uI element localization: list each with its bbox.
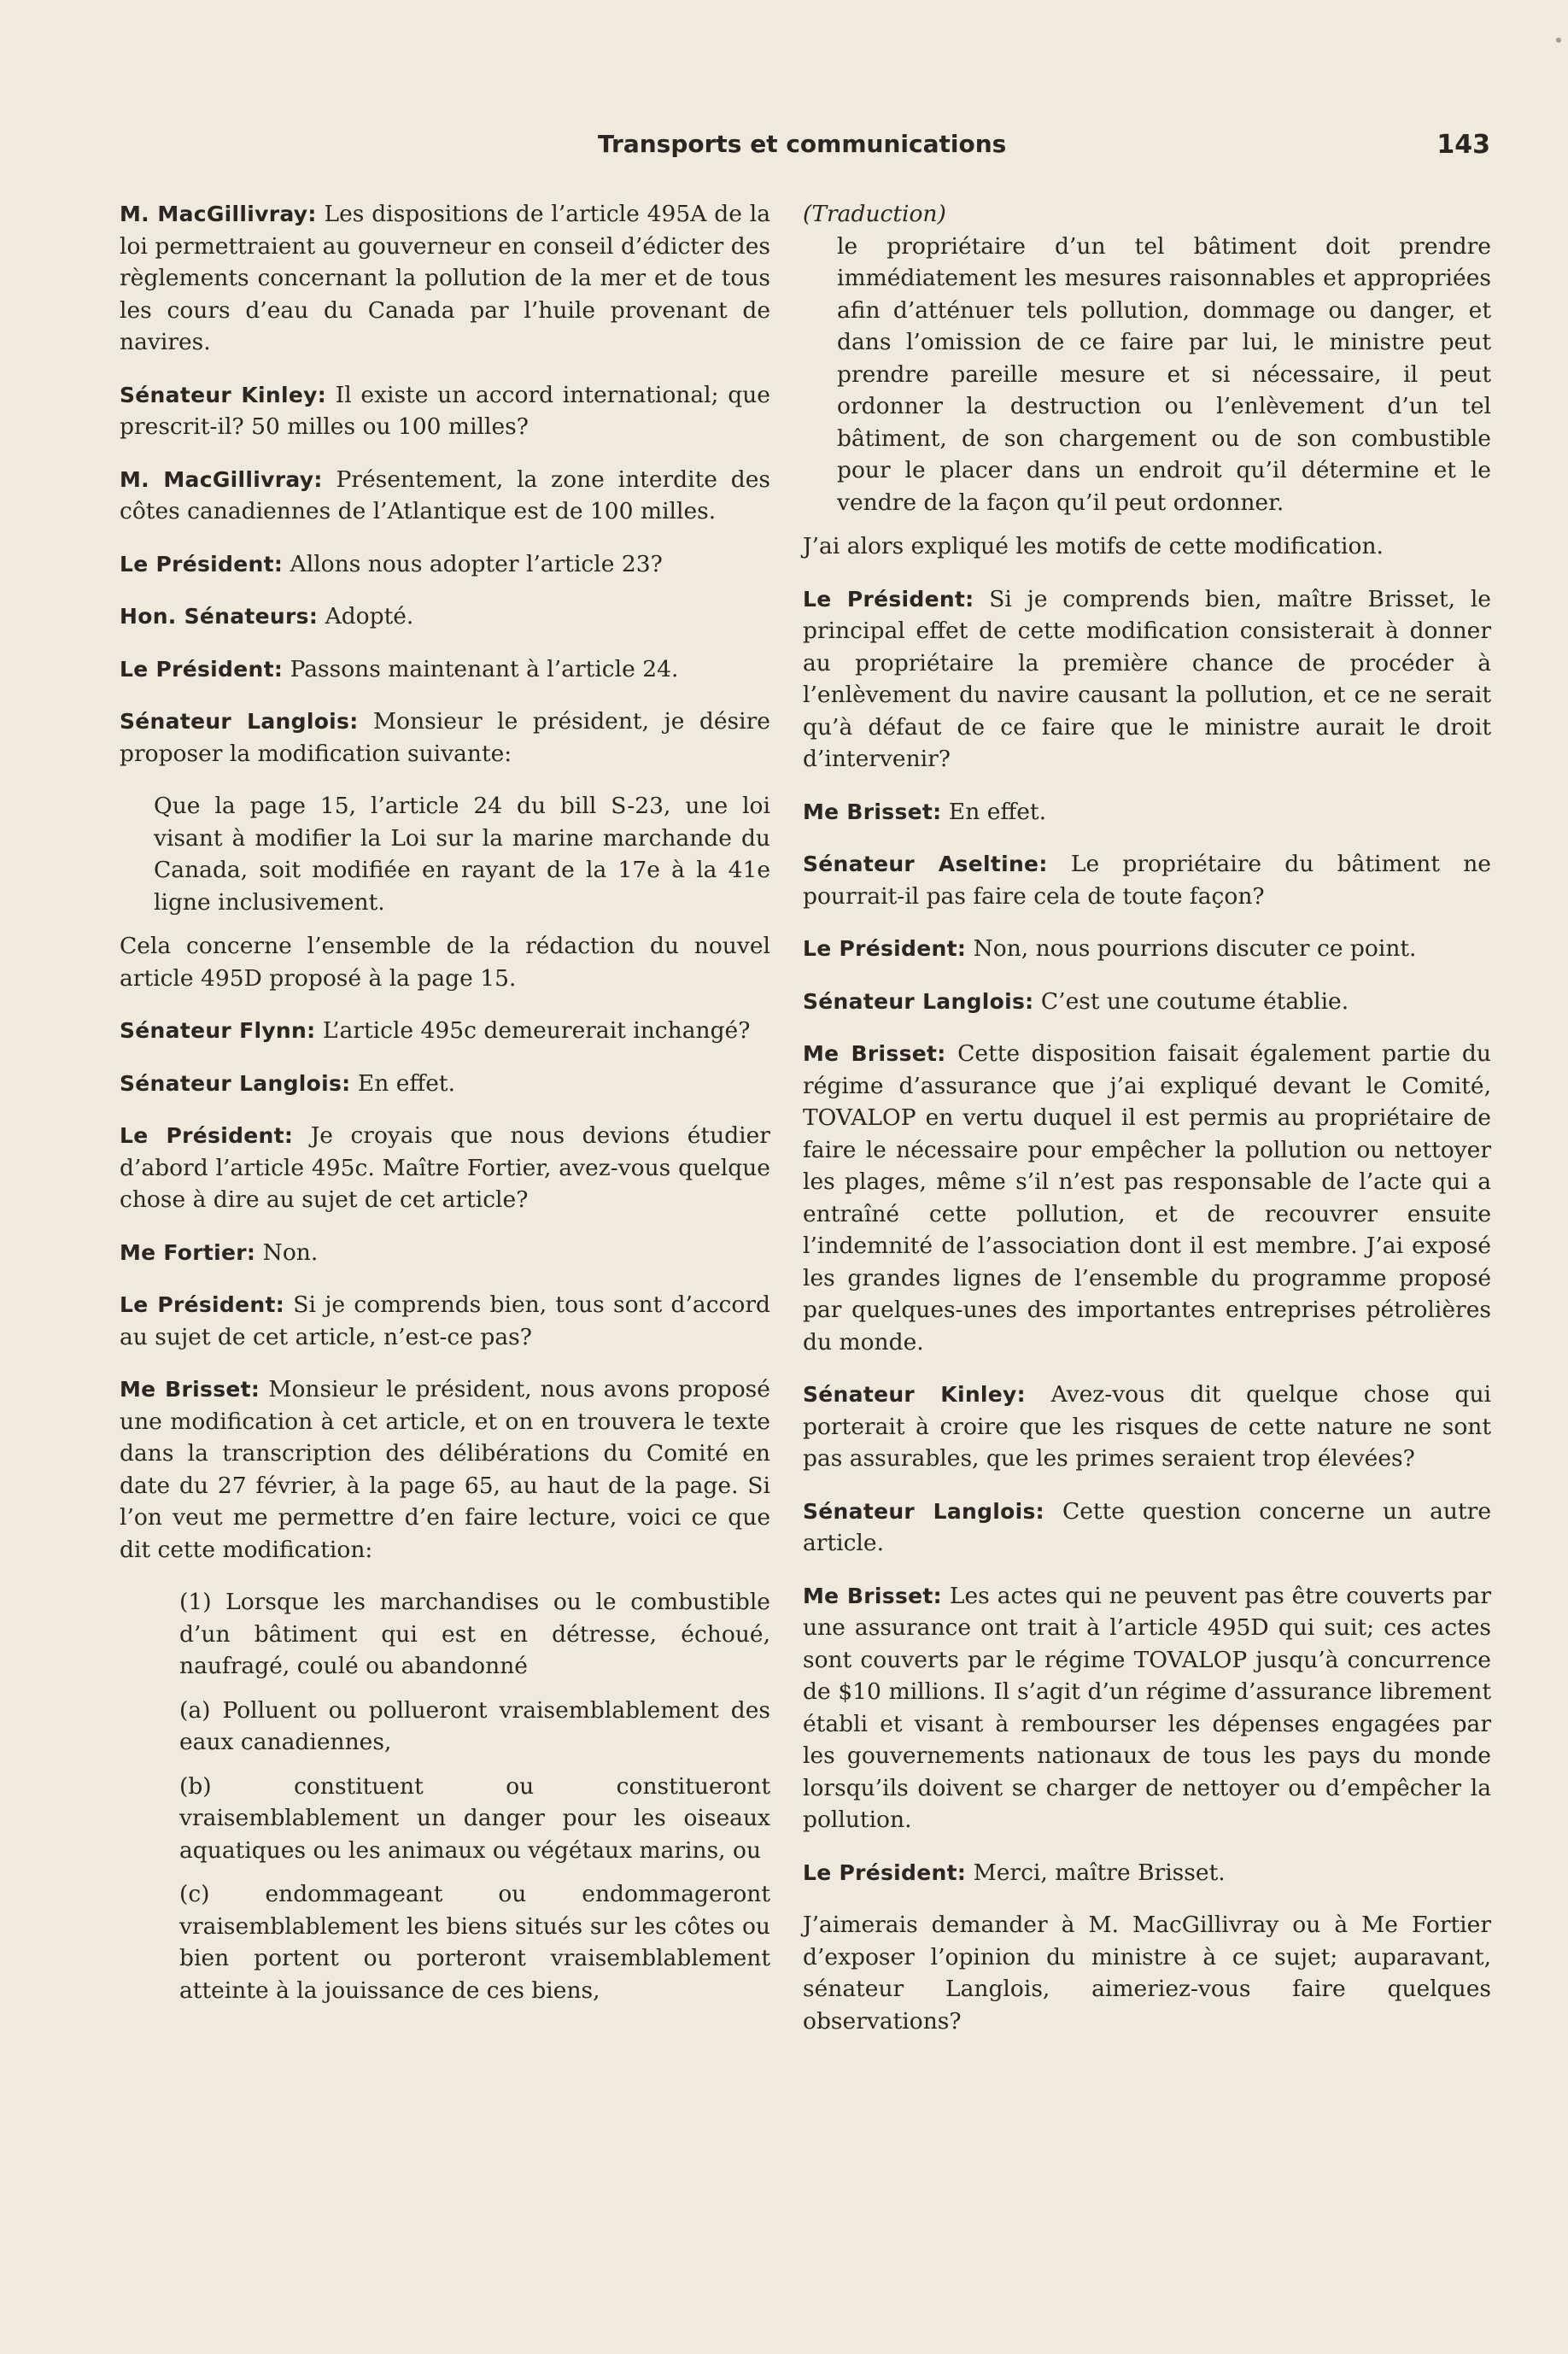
paper-speck [1556, 38, 1561, 43]
speaker-name: Hon. Sénateurs: [120, 604, 319, 629]
speaker-name: Me Brisset: [803, 1041, 946, 1066]
speech-text: Allons nous adopter l’article 23? [290, 550, 663, 577]
speech-text: Avez-vous dit quelque chose qui porterait à croire que les risques de cette nature ne sont pas assurables, que les primes seraient trop élevées? [803, 1381, 1491, 1472]
speech-paragraph [120, 1120, 770, 1216]
speech-text: Si je comprends bien, maître Brisset, le principal effet de cette modification consisterait à donner au propriétaire la première chance de procéder à l’enlèvement du navire causant la pollution, et ce ne serait qu’à défaut de ce faire que le ministre aurait le droit d’intervenir? [803, 585, 1491, 772]
speech-paragraph [120, 464, 770, 528]
speech-text: Monsieur le président, je désire proposer la modification suivante: [120, 708, 770, 767]
speaker-name: Sénateur Aseltine: [803, 852, 1048, 876]
speaker-name: Le Président: [120, 656, 284, 682]
amendment-item: (1) Lorsque les marchandises ou le combustible d’un bâtiment qui est en détresse, échoué, naufragé, coulé ou abandonné [179, 1589, 770, 1679]
speech-paragraph [120, 600, 770, 633]
speech-paragraph [803, 1857, 1491, 1889]
quoted-amendment: Que la page 15, l’article 24 du bill S-23, une loi visant à modifier la Loi sur la marine marchande du Canada, soit modifiée en rayant de la 17e à la 41e ligne inclusivement. [154, 793, 770, 916]
speech-text: C’est une coutume établie. [1040, 987, 1349, 1015]
speaker-name: Me Fortier: [120, 1239, 256, 1265]
plain-paragraph: J’ai alors expliqué les motifs de cette modification. [803, 533, 1384, 559]
speaker-name: Le Président: [120, 1292, 285, 1317]
running-title: Transports et communications [598, 130, 1007, 158]
speaker-name: Le Président: [803, 936, 967, 961]
speech-paragraph [120, 1237, 770, 1269]
speech-paragraph [120, 653, 770, 686]
speaker-name: Le Président: [120, 551, 284, 577]
speech-paragraph [120, 1068, 770, 1100]
speech-paragraph [803, 933, 1491, 965]
left-column [120, 198, 770, 2018]
speaker-name: Me Brisset: [803, 1583, 942, 1608]
quoted-amendment: le propriétaire d’un tel bâtiment doit prendre immédiatement les mesures raisonnables et appropriées afin d’atténuer tels pollution, dommage ou danger, et dans l’omission de ce faire par lui, le ministre peut prendre pareille mesure et si nécessaire, il peut ordonner la destruction ou l’enlèvement d’un tel bâtiment, de son chargement ou de son combustible pour le placer dans un endroit qu’il détermine et le vendre de la façon qu’il peut ordonner. [837, 232, 1491, 516]
speech-text: Présentement, la zone interdite des côtes canadiennes de l’Atlantique est de 100 milles. [120, 466, 770, 524]
speaker-name: Sénateur Kinley: [120, 382, 327, 407]
amendment-item: (a) Polluent ou pollueront vraisemblablement des eaux canadiennes, [179, 1696, 770, 1755]
plain-paragraph: J’aimerais demander à M. MacGillivray ou à Me Fortier d’exposer l’opinion du ministre à ce sujet; auparavant, sénateur Langlois, aimeriez-vous faire quelques observations? [803, 1912, 1491, 2035]
speech-paragraph [120, 548, 770, 581]
speaker-name: Me Brisset: [120, 1377, 260, 1402]
speech-text: Si je comprends bien, tous sont d’accord au sujet de cet article, n’est-ce pas? [120, 1291, 770, 1350]
page-header [120, 130, 1490, 173]
speech-paragraph [120, 379, 770, 443]
speech-paragraph [120, 1289, 770, 1353]
amendment-item: (b) constituent ou constitueront vraisemblablement un danger pour les oiseaux aquatiques ou les animaux ou végétaux marins, ou [179, 1772, 770, 1864]
speech-text: Monsieur le président, nous avons proposé une modification à cet article, et on en trouvera le texte dans la transcription des délibérations du Comité en date du 27 février, à la page 65, au haut de la page. Si l’on veut me permettre d’en faire lecture, voici ce que dit cette modification: [120, 1376, 770, 1563]
speech-paragraph [120, 1015, 770, 1047]
speech-paragraph [120, 198, 770, 359]
speech-text: Cette question concerne un autre article. [803, 1497, 1492, 1556]
speaker-name: Sénateur Flynn: [120, 1018, 316, 1043]
speech-paragraph [803, 796, 1491, 829]
speech-text: Non, nous pourrions discuter ce point. [973, 935, 1417, 962]
speech-text: Adopté. [325, 603, 414, 629]
right-column [803, 198, 1491, 2058]
speech-paragraph [803, 1038, 1491, 1358]
speech-text: Il existe un accord international; que prescrit-il? 50 milles ou 100 milles? [120, 381, 770, 440]
speech-text: Les dispositions de l’article 495A de la loi permettraient au gouverneur en conseil d’édicter des règlements concernant la pollution de la mer et de tous les cours d’eau du Canada par l’huile provenant de navires. [120, 201, 770, 355]
speech-text: Le propriétaire du bâtiment ne pourrait-il pas faire cela de toute façon? [803, 851, 1491, 910]
speaker-name: Le Président: [120, 1123, 294, 1148]
speech-paragraph [803, 1379, 1491, 1475]
speaker-name: Sénateur Langlois: [803, 988, 1034, 1014]
speech-text: L’article 495c demeurerait inchangé? [322, 1017, 751, 1044]
speaker-name: M. MacGillivray: [120, 466, 323, 492]
page-number: 143 [1436, 130, 1490, 160]
speech-paragraph [120, 706, 770, 770]
speech-text: En effet. [948, 798, 1047, 825]
speaker-name: Le Président: [803, 586, 974, 612]
speech-text: Les actes qui ne peuvent pas être couverts par une assurance ont trait à l’article 495D qui suit; ces actes sont couverts par le régime TOVALOP jusqu’à concurrence de $10 millions. Il s’agit d’un régime d’assurance librement établi et visant à rembourser les dépenses engagées par les gouvernements nationaux de tous les pays du monde lorsqu’ils doivent se charger de nettoyer ou d’empêcher la pollution. [803, 1582, 1491, 1833]
speech-paragraph [803, 986, 1491, 1018]
translation-note: (Traduction) [803, 201, 946, 227]
speech-text: Passons maintenant à l’article 24. [290, 655, 679, 682]
speech-text: Non. [262, 1238, 319, 1266]
amendment-item: (c) endommageant ou endommageront vraisemblablement les biens situés sur les côtes ou bien portent ou porteront vraisemblablement atteinte à la jouissance de ces biens, [179, 1881, 770, 2004]
speaker-name: M. MacGillivray: [120, 202, 317, 226]
speech-paragraph [120, 1373, 770, 1566]
speaker-name: Sénateur Kinley: [803, 1382, 1026, 1407]
speaker-name: Le Président: [803, 1859, 967, 1885]
speaker-name: Sénateur Langlois: [803, 1498, 1044, 1524]
speech-paragraph [803, 1580, 1491, 1836]
speaker-name: Sénateur Langlois: [120, 1070, 351, 1096]
speaker-name: Sénateur Langlois: [120, 709, 359, 734]
speech-text: Merci, maître Brisset. [973, 1859, 1226, 1886]
speech-paragraph [803, 583, 1491, 776]
plain-paragraph: Cela concerne l’ensemble de la rédaction du nouvel article 495D proposé à la page 15. [120, 933, 770, 992]
speaker-name: Me Brisset: [803, 799, 942, 824]
speech-text: Cette disposition faisait également partie du régime d’assurance que j’ai expliqué devant le Comité, TOVALOP en vertu duquel il est permis au propriétaire de faire le nécessaire pour empêcher la pollution ou nettoyer les plages, même s’il n’est pas responsable de l’acte qui a entraîné cette pollution, et de recouvrer ensuite l’indemnité de l’association dont il est membre. J’ai exposé les grandes lignes de l’ensemble du programme proposé par quelques-unes des importantes entreprises pétrolières du monde. [803, 1040, 1491, 1356]
speech-paragraph [803, 848, 1491, 912]
speech-paragraph [803, 1496, 1491, 1560]
speech-text: En effet. [357, 1069, 455, 1097]
speech-text: Je croyais que nous devions étudier d’abord l’article 495c. Maître Fortier, avez-vous quelque chose à dire au sujet de cet article? [120, 1122, 770, 1213]
